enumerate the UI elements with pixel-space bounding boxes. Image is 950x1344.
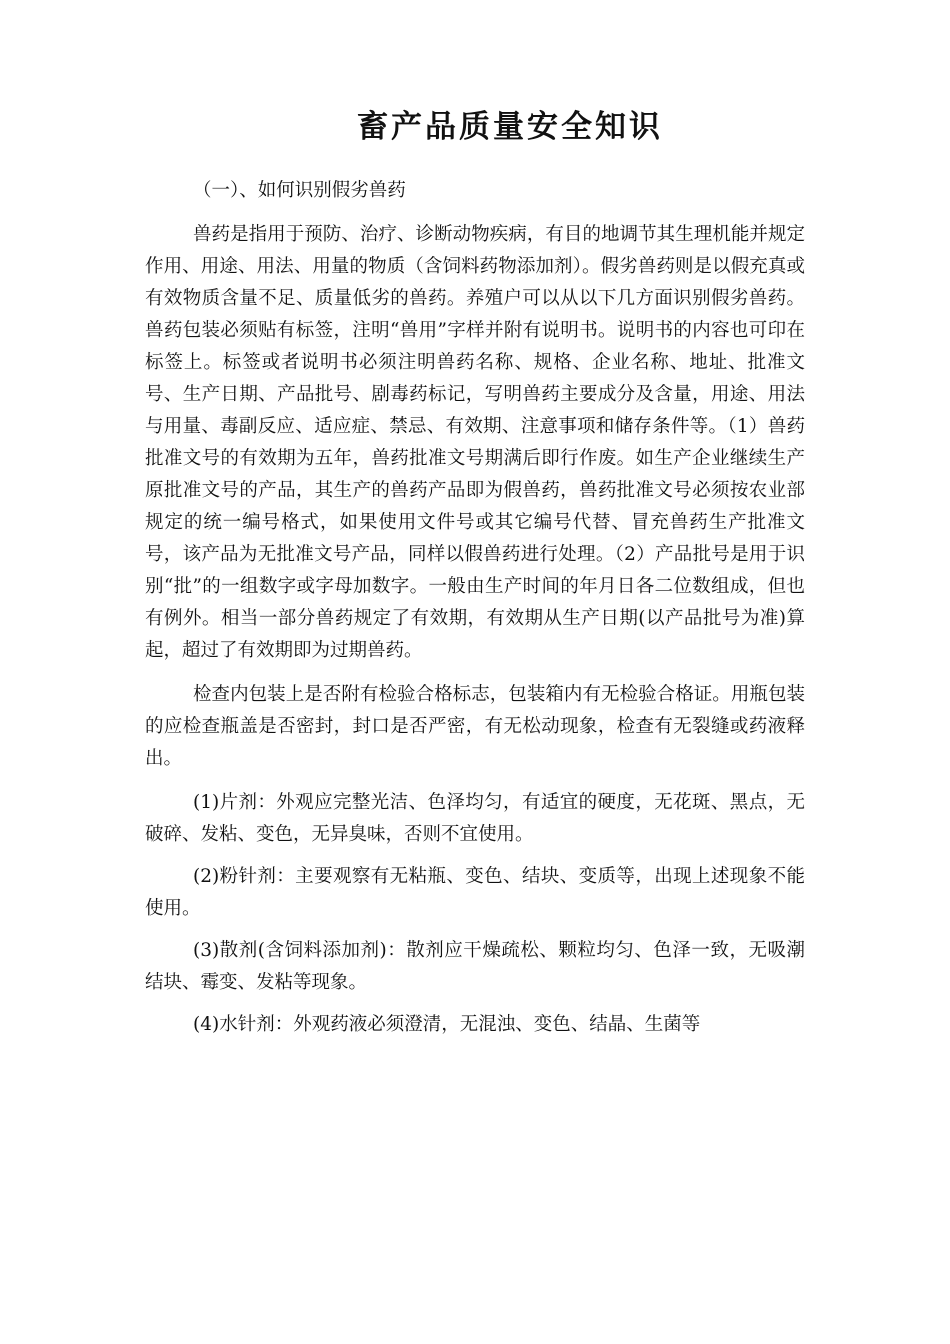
section-heading: （一）、如何识别假劣兽药 xyxy=(193,180,406,201)
page-title: 畜产品质量安全知识 xyxy=(357,109,663,145)
paragraph-powders: (3)散剂(含饲料添加剂)：散剂应干燥疏松、颗粒均匀、色泽一致，无吸潮结块、霉变、发粘等现象。 xyxy=(145,940,805,993)
paragraph-tablets: (1)片剂：外观应完整光洁、色泽均匀，有适宜的硬度，无花斑、黑点，无破碎、发粘、变色，无异臭味，否则不宜使用。 xyxy=(145,792,805,845)
document-body xyxy=(145,175,805,1051)
paragraph-powder-injection: (2)粉针剂：主要观察有无粘瓶、变色、结块、变质等，出现上述现象不能使用。 xyxy=(145,866,805,919)
paragraph-veterinary-drug-definition: 兽药是指用于预防、治疗、诊断动物疾病，有目的地调节其生理机能并规定作用、用途、用法、用量的物质（含饲料药物添加剂）。假劣兽药则是以假充真或有效物质含量不足、质量低劣的兽药。养殖户可以从以下几方面识别假劣兽药。兽药包装必须贴有标签，注明“兽用”字样并附有说明书。说明书的内容也可印在标签上。标签或者说明书必须注明兽药名称、规格、企业名称、地址、批准文号、生产日期、产品批号、剧毒药标记，写明兽药主要成分及含量，用途、用法与用量、毒副反应、适应症、禁忌、有效期、注意事项和储存条件等。（1）兽药批准文号的有效期为五年，兽药批准文号期满后即行作废。如生产企业继续生产原批准文号的产品，其生产的兽药产品即为假兽药，兽药批准文号必须按农业部规定的统一编号格式，如果使用文件号或其它编号代替、冒充兽药生产批准文号，该产品为无批准文号产品，同样以假兽药进行处理。（2）产品批号是用于识别“批”的一组数字或字母加数字。一般由生产时间的年月日各二位数组成，但也有例外。相当一部分兽药规定了有效期，有效期从生产日期(以产品批号为准)算起，超过了有效期即为过期兽药。 xyxy=(145,224,805,661)
paragraph-water-injection: (4)水针剂：外观药液必须澄清，无混浊、变色、结晶、生菌等 xyxy=(193,1014,701,1035)
paragraph-packaging-check: 检查内包装上是否附有检验合格标志，包装箱内有无检验合格证。用瓶包装的应检查瓶盖是否密封，封口是否严密，有无松动现象，检查有无裂缝或药液释出。 xyxy=(145,684,805,769)
